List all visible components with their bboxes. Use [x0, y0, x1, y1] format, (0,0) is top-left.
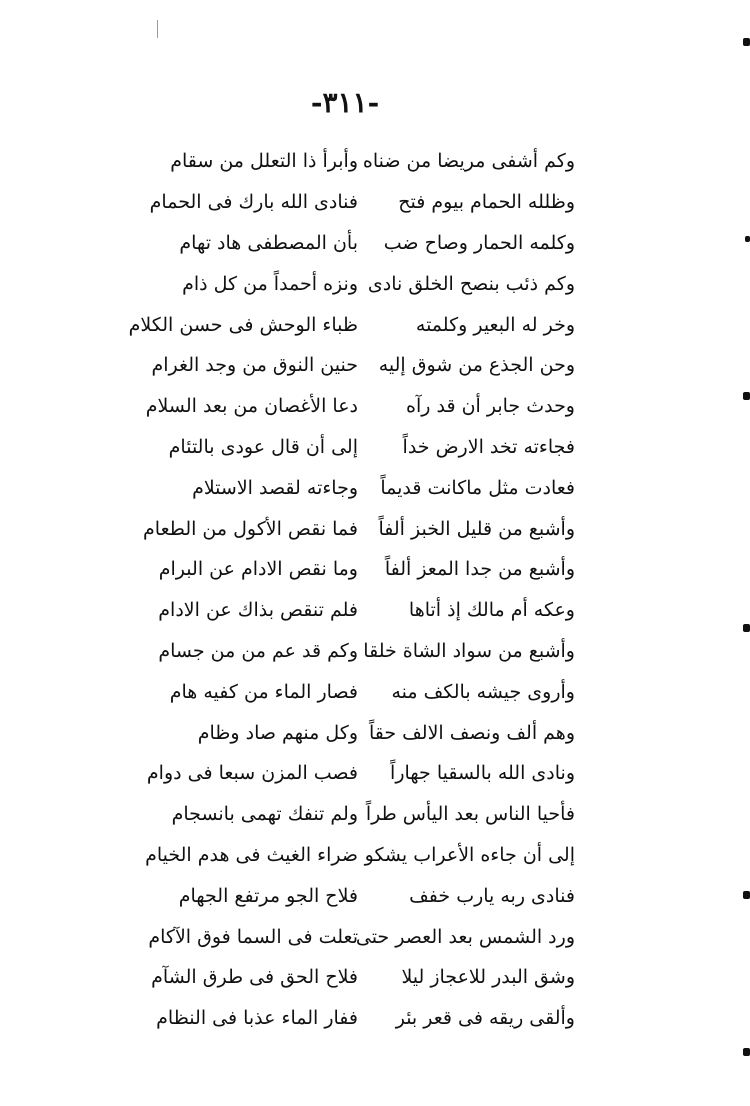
- verse-second-hemistich: ضراء الغيث فى هدم الخيام: [145, 843, 358, 866]
- top-tick-mark: [157, 20, 158, 38]
- verse-second-hemistich: تعلت فى السما فوق الآكام: [148, 925, 358, 948]
- verse-line: [160, 223, 575, 264]
- verse-second-hemistich: وجاءته لقصد الاستلام: [192, 476, 358, 499]
- verse-first-hemistich: وحن الجذع من شوق إليه: [378, 354, 575, 377]
- verse-line: [160, 590, 575, 631]
- edge-mark: [743, 624, 750, 632]
- verse-line: [160, 794, 575, 835]
- verse-second-hemistich: ولم تنفك تهمى بانسجام: [171, 803, 358, 826]
- verse-line: [128, 304, 575, 345]
- verse-line: [149, 182, 575, 223]
- verse-first-hemistich: وألقى ريقه فى قعر بئر: [395, 1007, 575, 1030]
- verse-first-hemistich: فأحيا الناس بعد اليأس طراً: [365, 803, 575, 826]
- verse-first-hemistich: وأروى جيشه بالكف منه: [391, 680, 575, 703]
- verse-first-hemistich: فنادى ربه يارب خفف: [409, 884, 575, 907]
- verse-second-hemistich: فنادى الله بارك فى الحمام: [149, 191, 358, 214]
- verse-second-hemistich: بأن المصطفى هاد تهام: [179, 231, 358, 254]
- verse-first-hemistich: وهم ألف ونصف الالف حقاً: [368, 721, 575, 744]
- verse-first-hemistich: وأشبع من جدا المعز ألفاً: [384, 558, 575, 581]
- verse-first-hemistich: وشق البدر للاعجاز ليلا: [401, 966, 575, 989]
- verse-first-hemistich: وعكه أم مالك إذ أتاها: [408, 599, 575, 622]
- verse-first-hemistich: وكلمه الحمار وصاح ضب: [383, 231, 575, 254]
- verse-second-hemistich: فما نقص الأكول من الطعام: [143, 517, 358, 540]
- verse-line: [151, 345, 575, 386]
- verse-second-hemistich: حنين النوق من وجد الغرام: [151, 354, 358, 377]
- verse-first-hemistich: وحدث جابر أن قد رآه: [406, 395, 575, 418]
- verse-second-hemistich: فصار الماء من كفيه هام: [169, 680, 358, 703]
- verse-line: [160, 141, 575, 182]
- verse-line: [145, 835, 575, 876]
- verse-second-hemistich: ونزه أحمداً من كل ذام: [182, 272, 358, 295]
- edge-mark: [745, 236, 750, 242]
- verse-line: [145, 386, 575, 427]
- verse-second-hemistich: إلى أن قال عودى بالتئام: [168, 435, 358, 458]
- verse-second-hemistich: وكل منهم صاد وظام: [197, 721, 358, 744]
- verse-first-hemistich: ونادى الله بالسقيا جهاراً: [390, 762, 575, 785]
- verse-second-hemistich: فلاح الحق فى طرق الشآم: [151, 966, 358, 989]
- verse-first-hemistich: ورد الشمس بعد العصر حتى: [355, 925, 575, 948]
- verse-first-hemistich: فعادت مثل ماكانت قديماً: [380, 476, 575, 499]
- verse-line: [156, 998, 575, 1039]
- verse-first-hemistich: وأشبع من قليل الخبز ألفاً: [378, 517, 575, 540]
- verse-second-hemistich: ظباء الوحش فى حسن الكلام: [128, 313, 358, 336]
- verse-line: [146, 753, 575, 794]
- verse-line: [160, 549, 575, 590]
- verse-line: [151, 957, 575, 998]
- edge-mark: [743, 392, 750, 400]
- verse-line: [143, 508, 575, 549]
- verse-line: [160, 712, 575, 753]
- verse-second-hemistich: وكم قد عم من من جسام: [158, 639, 358, 662]
- edge-mark: [743, 891, 750, 899]
- verse-line: [160, 875, 575, 916]
- verse-second-hemistich: وأبرأ ذا التعلل من سقام: [170, 150, 358, 173]
- edge-mark: [743, 1048, 750, 1056]
- verse-first-hemistich: وكم ذئب بنصح الخلق نادى: [367, 272, 575, 295]
- verse-first-hemistich: وظلله الحمام بيوم فتح: [398, 191, 575, 214]
- verse-second-hemistich: دعا الأغصان من بعد السلام: [145, 395, 358, 418]
- verse-second-hemistich: فلاح الجو مرتفع الجهام: [178, 884, 358, 907]
- verse-first-hemistich: فجاءته تخد الارض خداً: [402, 435, 575, 458]
- verse-line: [148, 916, 575, 957]
- verse-second-hemistich: فلم تنقص بذاك عن الادام: [158, 599, 358, 622]
- edge-mark: [743, 38, 750, 46]
- verse-line: [160, 263, 575, 304]
- poem-verses: [128, 141, 575, 1039]
- verse-first-hemistich: وكم أشفى مريضا من ضناه: [362, 150, 575, 173]
- verse-line: [160, 631, 575, 672]
- verse-line: [160, 671, 575, 712]
- verse-second-hemistich: وما نقص الادام عن البرام: [158, 558, 358, 581]
- page-number: -٣١١-: [310, 86, 380, 119]
- verse-first-hemistich: وخر له البعير وكلمته: [415, 313, 575, 336]
- verse-first-hemistich: إلى أن جاءه الأعراب يشكو: [364, 843, 575, 866]
- verse-second-hemistich: ففار الماء عذبا فى النظام: [156, 1007, 358, 1030]
- verse-line: [160, 467, 575, 508]
- verse-line: [160, 427, 575, 468]
- verse-first-hemistich: وأشبع من سواد الشاة خلقا: [363, 639, 575, 662]
- verse-second-hemistich: فصب المزن سبعا فى دوام: [146, 762, 358, 785]
